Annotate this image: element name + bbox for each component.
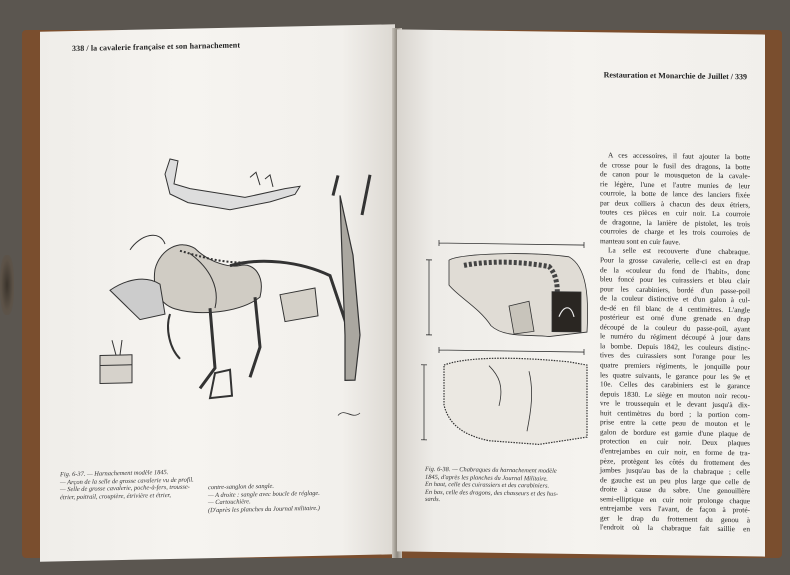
left-page-header: 338 / la cavalerie française et son harnachement xyxy=(72,40,241,54)
side-object xyxy=(0,255,14,315)
chabraque-illustration xyxy=(419,235,597,467)
right-page xyxy=(397,29,765,556)
body-text-line: pour les carabiniers, bordé d'un passe-poil xyxy=(600,283,750,296)
body-text-line: ger le drap du frottement du genou à xyxy=(600,513,750,525)
body-text-line: jambes jusqu'au bas de la chabraque ; celle xyxy=(600,465,750,477)
left-page xyxy=(40,24,395,561)
body-text-line: rie légère, l'une et l'autre munies de leur xyxy=(600,178,750,191)
body-text-line: toutes ces pièces en cuir noir. La courroie xyxy=(600,207,750,219)
caption-line: En haut, celle des cuirassiers et des carabiniers. xyxy=(425,481,550,490)
body-text-line: de gauche est un peu plus large que celle de xyxy=(600,474,750,486)
body-text-line: de crosse pour le fusil des dragons, la botte xyxy=(600,159,750,171)
body-text-line: par deux colliers à chacun des deux étriers, xyxy=(600,197,750,210)
caption-line: sards. xyxy=(425,496,441,504)
body-text-line: de la couleur distinctive et d'un galon à cul- xyxy=(600,293,750,305)
body-text-line: huit centimètres du bord ; la portion com- xyxy=(600,408,750,420)
body-text-line: de la «couleur du fond de l'habit», donc xyxy=(600,264,750,276)
body-text-line: découpé de la couleur du passe-poil, ayant xyxy=(600,322,750,334)
body-text-line: postérieur est orné d'une grenade en drap xyxy=(600,312,750,324)
caption-line: étrier, poitrail, croupière, étrivière et étrier, xyxy=(60,491,171,502)
body-text-line: semi-elliptique en cuir noir prolonge chaque xyxy=(600,493,750,506)
body-text-line: entrejambe vers l'avant, de façon à proté- xyxy=(600,503,750,515)
body-text-line: bleu foncé pour les cuirassiers et bleu clair xyxy=(600,274,750,286)
body-text-line: 10e. Celles des carabiniers est le garance xyxy=(600,379,750,391)
body-text-line: Pour la grosse cavalerie, celle-ci est en drap xyxy=(600,255,750,267)
caption-line: — Cartouchière. xyxy=(208,498,251,507)
caption-line: 1845, d'après les planches du Journal Militaire. xyxy=(425,473,548,483)
caption-line: Fig. 6-37. — Harnachement modèle 1845. xyxy=(60,469,169,479)
body-text-line: depuis 1830. Le siège en mouton noir recou- xyxy=(600,388,750,401)
body-text-column xyxy=(600,150,750,534)
left-figure-caption-col2 xyxy=(208,481,373,515)
body-text-line: A ces accessoires, il faut ajouter la botte xyxy=(608,150,750,162)
right-figure-caption xyxy=(425,466,595,506)
caption-line: Fig. 6-38. — Chabraques du harnachement modèle xyxy=(425,465,557,475)
body-text-line: La selle est recouverte d'une chabraque. xyxy=(608,245,750,257)
right-page-header: Restauration et Monarchie de Juillet / 339 xyxy=(603,70,747,82)
caption-line: — Selle de grosse cavalerie, poche-à-fers, trousse- xyxy=(60,483,190,494)
caption-line: — A droite : sangle avec boucle de réglage. xyxy=(208,489,320,499)
caption-line: — Arçon de la selle de grosse cavalerie vu de profil. xyxy=(60,476,194,486)
body-text-line: prise entre la cette peau de mouton et le xyxy=(600,417,750,429)
body-text-line: les quatre suivants, le garance pour les 9e et xyxy=(600,369,750,381)
body-text-line: l'endroit où la chabraque fait saillie en xyxy=(600,522,750,534)
body-text-line: quatre premiers régiments, le jonquille pour xyxy=(600,360,750,372)
body-text-line: droite à cause du sabre. Une genouillère xyxy=(600,484,750,496)
body-text-line: pèze, protègent les côtés du frottement des xyxy=(600,455,750,467)
body-text-line: protection en cuir noir. Deux plaques xyxy=(600,436,750,448)
left-figure-caption-col1 xyxy=(60,468,200,501)
body-text-line: courroies de charge et les trois courroies de xyxy=(600,226,750,238)
body-text-line: le numéro du régiment découpé à jour dans xyxy=(600,331,750,343)
caption-line: contre-sanglon de sangle. xyxy=(208,482,274,492)
body-text-line: courroie, la botte de lance des lanciers fixée xyxy=(600,188,750,200)
body-text-line: vre le troussequin et le devant jusqu'à dix- xyxy=(600,398,750,410)
body-text-line: de-dé en fil blanc de 4 centimètres. L'angle xyxy=(600,303,750,315)
body-text-line: de canon pour le mousqueton de la cavale- xyxy=(600,169,750,181)
body-text-line: de dragonne, la lanière de pistolet, les trois xyxy=(600,217,750,229)
harness-illustration xyxy=(70,134,390,431)
caption-line: En bas, celle des dragons, des chasseurs et des hus- xyxy=(425,488,558,498)
body-text-line: d'entrejambes en cuir noir, en forme de tra- xyxy=(600,446,750,458)
body-text-line: manteau sont en cuir fauve. xyxy=(600,236,681,247)
body-text-line: galon de bordure est garnie d'une plaque de xyxy=(600,427,750,439)
caption-line: (D'après les planches du Journal militaire.) xyxy=(208,504,320,514)
body-text-line: tives des cuirassiers sont l'orange pour les xyxy=(600,350,750,362)
body-text-line: la bombe. Depuis 1842, les couleurs distinc- xyxy=(600,341,750,353)
